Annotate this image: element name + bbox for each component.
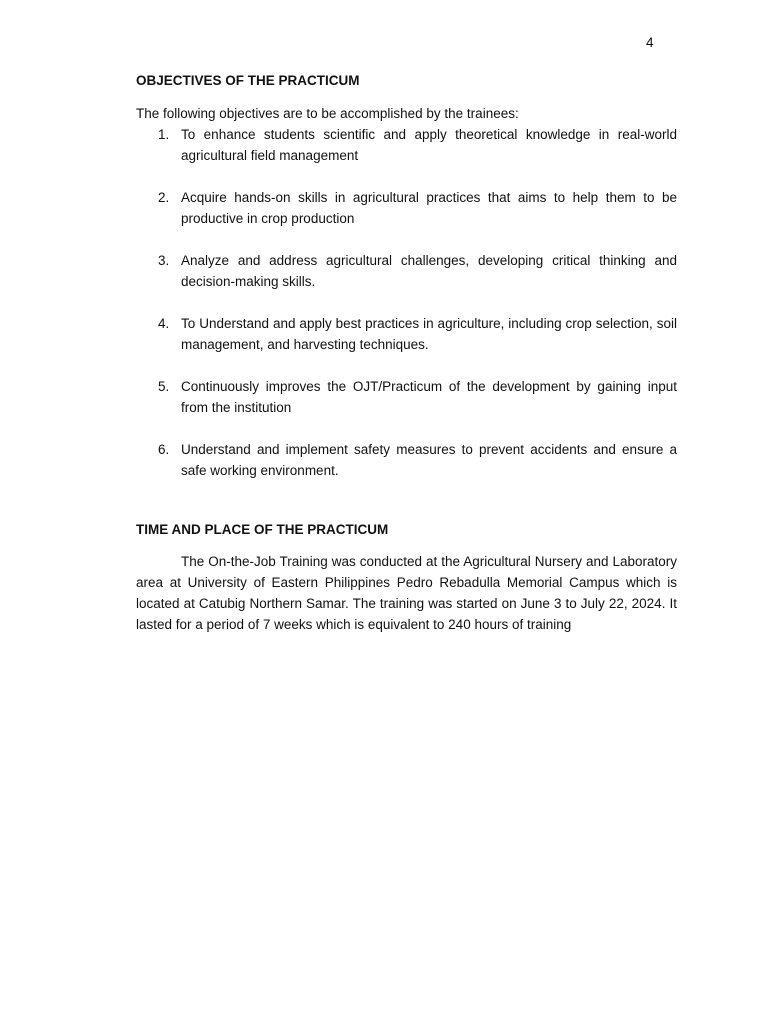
- objectives-heading: OBJECTIVES OF THE PRACTICUM: [136, 73, 360, 88]
- time-place-paragraph: The On-the-Job Training was conducted at the Agricultural Nursery and Laboratory area at University of Eastern Philippines Pedro Rebadulla Memorial Campus which is located at Catubig Northern Samar. The training was started on June 3 to July 22, 2024. It lasted for a period of 7 weeks which is equivalent to 240 hours of training: [136, 554, 677, 632]
- page-number: 4: [646, 35, 654, 50]
- list-item-text: To enhance students scientific and apply theoretical knowledge in real-world agricultural field management: [181, 127, 677, 163]
- page-content: [136, 70, 677, 635]
- list-item-number: 2.: [158, 190, 170, 205]
- list-item-text: Continuously improves the OJT/Practicum of the development by gaining input from the institution: [181, 379, 677, 415]
- list-item: [136, 376, 677, 418]
- list-item: [136, 124, 677, 166]
- list-item: [136, 250, 677, 292]
- list-item: [136, 187, 677, 229]
- list-item-number: 4.: [158, 316, 170, 331]
- list-item-number: 3.: [158, 253, 170, 268]
- list-item-number: 6.: [158, 442, 170, 457]
- list-item-text: To Understand and apply best practices in agriculture, including crop selection, soil management, and harvesting techniques.: [181, 316, 677, 352]
- list-item-text: Acquire hands-on skills in agricultural practices that aims to help them to be productive in crop production: [181, 190, 677, 226]
- objectives-intro: The following objectives are to be accomplished by the trainees:: [136, 106, 519, 121]
- list-item: [136, 439, 677, 481]
- list-item: [136, 313, 677, 355]
- list-item-text: Understand and implement safety measures to prevent accidents and ensure a safe working environment.: [181, 442, 677, 478]
- objectives-list: [136, 124, 677, 481]
- list-item-number: 5.: [158, 379, 170, 394]
- list-item-number: 1.: [158, 127, 170, 142]
- list-item-text: Analyze and address agricultural challenges, developing critical thinking and decision-making skills.: [181, 253, 677, 289]
- time-place-heading: TIME AND PLACE OF THE PRACTICUM: [136, 522, 389, 537]
